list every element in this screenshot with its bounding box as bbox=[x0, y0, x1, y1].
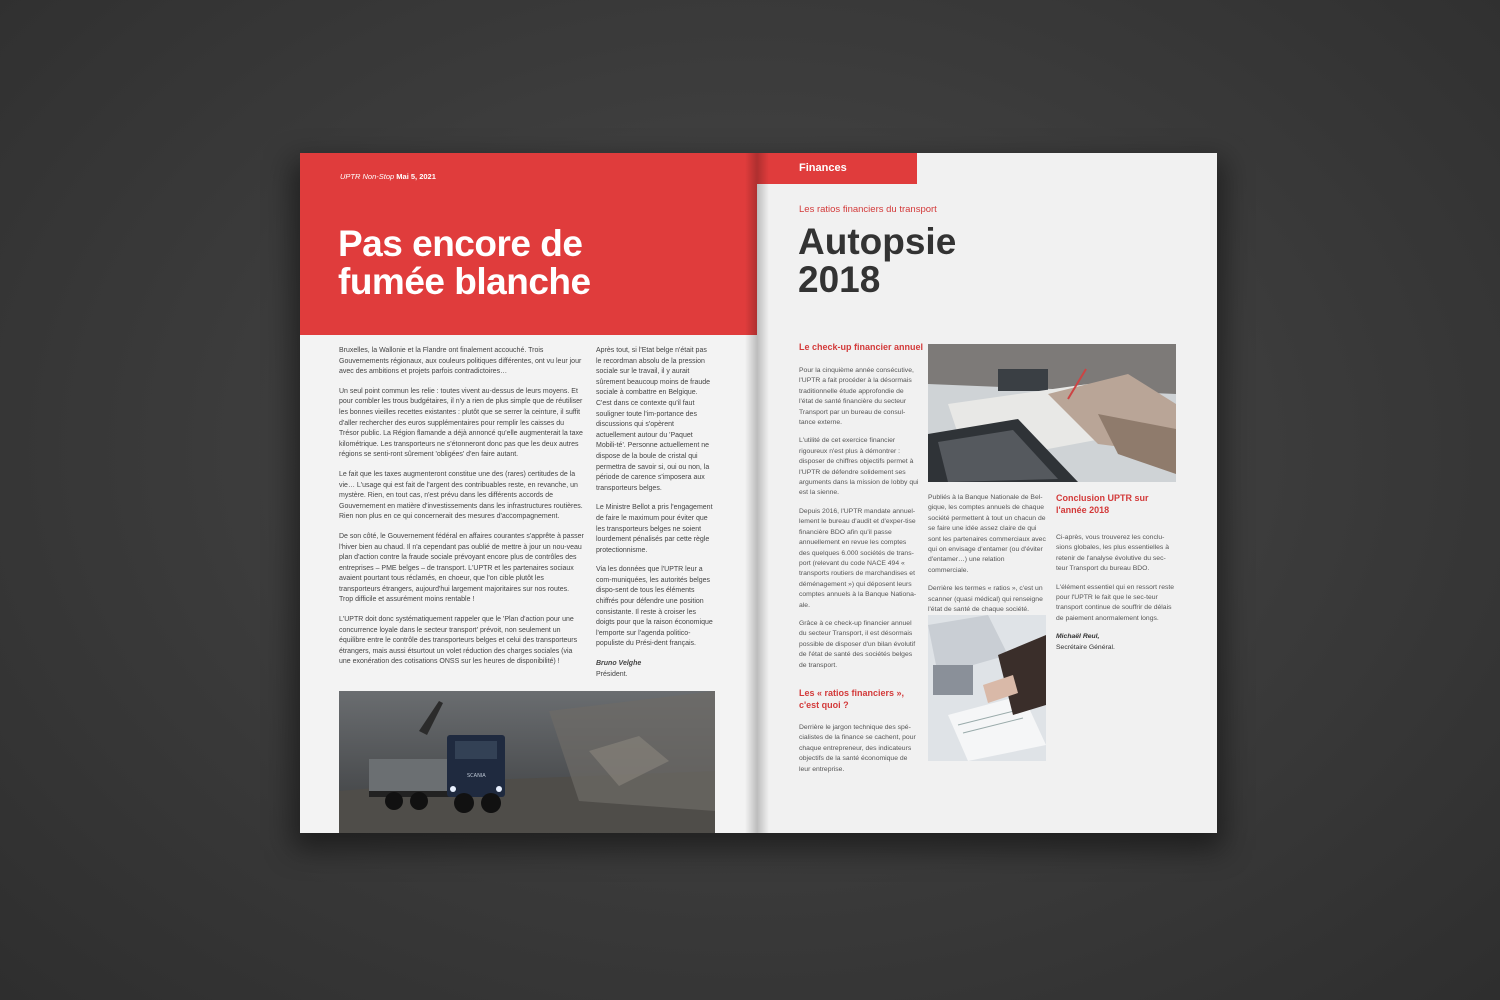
title-line-2: 2018 bbox=[798, 259, 881, 300]
right-column-2 bbox=[928, 493, 1046, 623]
headline-line-2: fumée blanche bbox=[338, 261, 591, 302]
paragraph: Publiés à la Banque Nationale de Bel-gique, les comptes annuels de chaque société permettent à tout un chacun de se faire une idée assez claire de qui sont les partenaires commerciaux avec qui on envisage d'entamer (ou d'éviter d'entamer…) une relation commerciale. bbox=[928, 494, 1046, 574]
subheading-ratios-line-1: Les « ratios financiers », bbox=[799, 688, 905, 698]
paragraph: Bruxelles, la Wallonie et la Flandre ont finalement accouché. Trois Gouvernements régionaux, aux couleurs politiques différentes, ont vu leur jour avec des ambitions et projets parfois contradictoires… bbox=[339, 347, 582, 376]
subheading-ratios bbox=[799, 687, 904, 711]
section-tab-label: Finances bbox=[799, 162, 847, 174]
signature-name: Michaël Reul, bbox=[1056, 633, 1100, 641]
right-column-1 bbox=[799, 366, 919, 679]
chart-review-photo bbox=[928, 615, 1046, 761]
right-column-3 bbox=[1056, 533, 1176, 653]
right-page bbox=[757, 153, 1217, 833]
article-headline bbox=[338, 225, 738, 301]
paragraph: Le fait que les taxes augmenteront constitue une des (rares) certitudes de la vie… L'usage qui est fait de l'argent des contribuables reste, en revanche, un mystère. Rien, en tout cas, n'est prévu dans les différents accords de Gouvernement en matière d'investissements dans les infrastructures routières. Rien non plus en ce qui concernerait des mesures d'accompagnement. bbox=[339, 470, 583, 521]
article-title bbox=[798, 223, 956, 299]
subheading-conclusion-line-1: Conclusion UPTR sur bbox=[1056, 493, 1149, 503]
article-kicker: Les ratios financiers du transport bbox=[799, 204, 937, 215]
paragraph: Depuis 2016, l'UPTR mandate annuel-lement le bureau d'audit et d'exper-tise financière BDO afin qu'il passe annuellement en revue les comptes des quelques 6.000 sociétés de trans-port (relevant du code NACE 494 « transports routiers de marchandises et déménagement ») qui déposent leurs comptes annuels à la Banque Nationa-ale. bbox=[799, 507, 917, 609]
paragraph: Un seul point commun les relie : toutes vivent au-dessus de leurs moyens. Et pour combler les trous budgétaires, il n'y a rien de plus simple que de réutiliser les bonnes vieilles recettes existantes : plutôt que se serrer la ceinture, il suffit d'aller rechercher des euros supplémentaires pour remplir les caisses du Trésor public. La Région flamande a déjà annoncé qu'elle augmenterait la taxe kilométrique. Les transporteurs ne s'étonneront donc pas que les deux autres régions se senti-ront sûrement 'obligées' d'en faire autant. bbox=[339, 387, 583, 459]
paragraph: Après tout, si l'Etat belge n'était pas le recordman absolu de la pression sociale sur le travail, il y aurait sûrement beaucoup moins de fraude sociale à combattre en Belgique. C'est dans ce contexte qu'il faut souligner toute l'im-portance des discussions qui s'opèrent actuellement autour du 'Paquet Mobili-té'. Personne actuellement ne dispose de la boule de cristal qui permettra de savoir si, oui ou non, la période de carence s'imposera aux transporteurs belges. bbox=[596, 347, 711, 492]
truck-brand-text: SCANIA bbox=[467, 773, 486, 779]
subheading-conclusion bbox=[1056, 492, 1149, 516]
paragraph: Ci-après, vous trouverez les conclu-sions globales, les plus essentielles à retenir de l'analyse évolutive du sec-teur Transport du bureau BDO. bbox=[1056, 534, 1169, 573]
left-column-2 bbox=[596, 346, 714, 680]
headline-line-1: Pas encore de bbox=[338, 223, 583, 264]
book-gutter bbox=[745, 153, 769, 833]
subheading-conclusion-line-2: l'année 2018 bbox=[1056, 505, 1110, 515]
issue-date: Mai 5, 2021 bbox=[396, 172, 436, 181]
paragraph: Via les données que l'UPTR leur a com-muniquées, les autorités belges dispo-sent de tous les éléments chiffrés pour défendre une position consistante. Il reste à croiser les doigts pour que la raison économique l'emporte sur l'agenda politico-populiste du Prési-dent français. bbox=[596, 566, 713, 648]
left-column-1 bbox=[339, 346, 584, 677]
subheading-ratios-line-2: c'est quoi ? bbox=[799, 700, 849, 710]
paragraph: Pour la cinquième année consécutive, l'UPTR a fait procéder à la désormais traditionnelle étude approfondie de l'état de santé financière du secteur Transport par un bureau de consul-tance externe. bbox=[799, 367, 914, 427]
right-column-1b bbox=[799, 723, 919, 783]
paragraph: De son côté, le Gouvernement fédéral en affaires courantes s'apprête à passer l'hiver bien au chaud. Il n'a cependant pas oublié de mettre à jour un nou-veau plan d'action contre la fraude sociale prévoyant encore plus de contrôles des entreprises – PME belges – de transport. L'UPTR et les partenaires sociaux avaient pourtant tous réclamés, en choeur, que l'on cible plutôt les transporteurs étrangers, aujourd'hui largement majoritaires sur nos routes. Trop difficile et assurément moins rentable ! bbox=[339, 532, 584, 604]
publication-name: UPTR Non-Stop bbox=[340, 172, 395, 181]
signature-name: Bruno Velghe bbox=[596, 660, 642, 668]
signature-block bbox=[1056, 632, 1176, 653]
title-line-1: Autopsie bbox=[798, 221, 957, 262]
red-header-band bbox=[300, 153, 757, 335]
paragraph: Grâce à ce check-up financier annuel du secteur Transport, il est désormais possible de disposer d'un bilan évolutif de l'état de santé des sociétés belges de transport. bbox=[799, 619, 916, 669]
signature-title: Secrétaire Général. bbox=[1056, 643, 1115, 651]
running-head bbox=[340, 172, 436, 181]
paragraph: Derrière le jargon technique des spé-cialistes de la finance se cachent, pour chaque entrepreneur, des indicateurs objectifs de la santé économique de leur entreprise. bbox=[799, 724, 916, 773]
paragraph: Derrière les termes « ratios », c'est un scanner (quasi médical) qui renseigne l'état de santé de chaque société. bbox=[928, 585, 1043, 614]
paragraph: L'élément essentiel qui en ressort reste pour l'UPTR le fait que le sec-teur transport continue de souffrir de délais de paiement anormalement longs. bbox=[1056, 583, 1175, 622]
left-page bbox=[300, 153, 757, 833]
signature-title: Président. bbox=[596, 670, 628, 678]
paragraph: L'UPTR doit donc systématiquement rappeler que le 'Plan d'action pour une concurrence loyale dans le secteur transport' prévoit, non seulement un équilibre entre le contrôle des transporteurs belges et celui des transporteurs étrangers, mais aussi étsurtout un volet réduction des charges sociales (via une exonération des cotisations ONSS sur les heures de disponibilité) ! bbox=[339, 616, 578, 666]
laptop-photo bbox=[928, 344, 1176, 482]
section-tab bbox=[757, 153, 917, 184]
subheading-checkup: Le check-up financier annuel bbox=[799, 342, 924, 352]
truck-photo bbox=[339, 691, 715, 833]
paragraph: L'utilité de cet exercice financier rigoureux n'est plus à démontrer : disposer de chiffres objectifs permet à l'UPTR de défendre solidement ses arguments dans la mission de lobby qui est la sienne. bbox=[799, 437, 919, 497]
paragraph: Le Ministre Bellot a pris l'engagement de faire le maximum pour éviter que les transporteurs belges ne soient lourdement pénalisés par cette règle protectionnisme. bbox=[596, 504, 713, 554]
signature-block bbox=[596, 659, 714, 680]
